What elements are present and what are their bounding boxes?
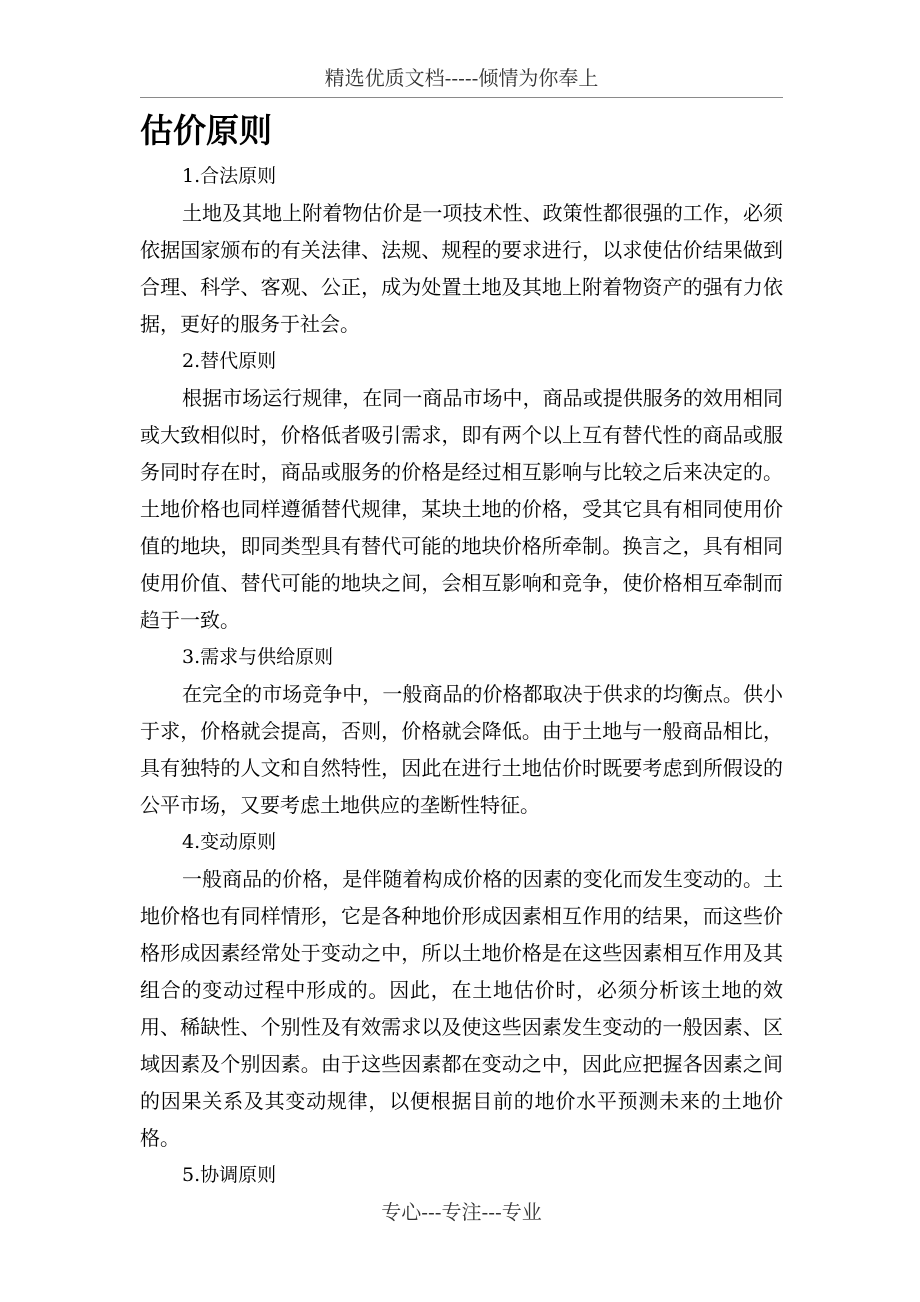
section-heading-legality: 1.合法原则 xyxy=(182,165,277,187)
section-paragraph-legality: 土地及其地上附着物估价是一项技术性、政策性都很强的工作，必须依据国家颁布的有关法律、法规、规程的要求进行，以求使估价结果做到合理、科学、客观、公正，成为处置土地及其地上附着物资产的强有力依据，更好的服务于社会。 xyxy=(140,201,783,336)
section-heading-coordination: 5.协调原则 xyxy=(182,1164,277,1186)
section-heading-substitution: 2.替代原则 xyxy=(182,350,277,372)
document-title: 估价原则 xyxy=(140,111,272,150)
section-paragraph-supply-demand: 在完全的市场竞争中，一般商品的价格都取决于供求的均衡点。供小于求，价格就会提高，否则，价格就会降低。由于土地与一般商品相比，具有独特的人文和自然特性，因此在进行土地估价时既要考虑到所假设的公平市场，又要考虑土地供应的垄断性特征。 xyxy=(140,682,783,817)
section-heading-supply-demand: 3.需求与供给原则 xyxy=(182,646,334,668)
document-body xyxy=(140,104,783,1194)
section-paragraph-substitution: 根据市场运行规律，在同一商品市场中，商品或提供服务的效用相同或大致相似时，价格低者吸引需求，即有两个以上互有替代性的商品或服务同时存在时，商品或服务的价格是经过相互影响与比较之后来决定的。土地价格也同样遵循替代规律，某块土地的价格，受其它具有相同使用价值的地块，即同类型具有替代可能的地块价格所牵制。换言之，具有相同使用价值、替代可能的地块之间，会相互影响和竞争，使价格相互牵制而趋于一致。 xyxy=(140,386,783,632)
section-heading-change: 4.变动原则 xyxy=(182,831,277,853)
page-footer: 专心---专注---专业 xyxy=(381,1200,542,1224)
page-header: 精选优质文档-----倾情为你奉上 xyxy=(140,62,783,98)
section-paragraph-change: 一般商品的价格，是伴随着构成价格的因素的变化而发生变动的。土地价格也有同样情形，它是各种地价形成因素相互作用的结果，而这些价格形成因素经常处于变动之中，所以土地价格是在这些因素相互作用及其组合的变动过程中形成的。因此，在土地估价时，必须分析该土地的效用、稀缺性、个别性及有效需求以及使这些因素发生变动的一般因素、区域因素及个别因素。由于这些因素都在变动之中，因此应把握各因素之间的因果关系及其变动规律，以便根据目前的地价水平预测未来的土地价格。 xyxy=(140,867,783,1150)
